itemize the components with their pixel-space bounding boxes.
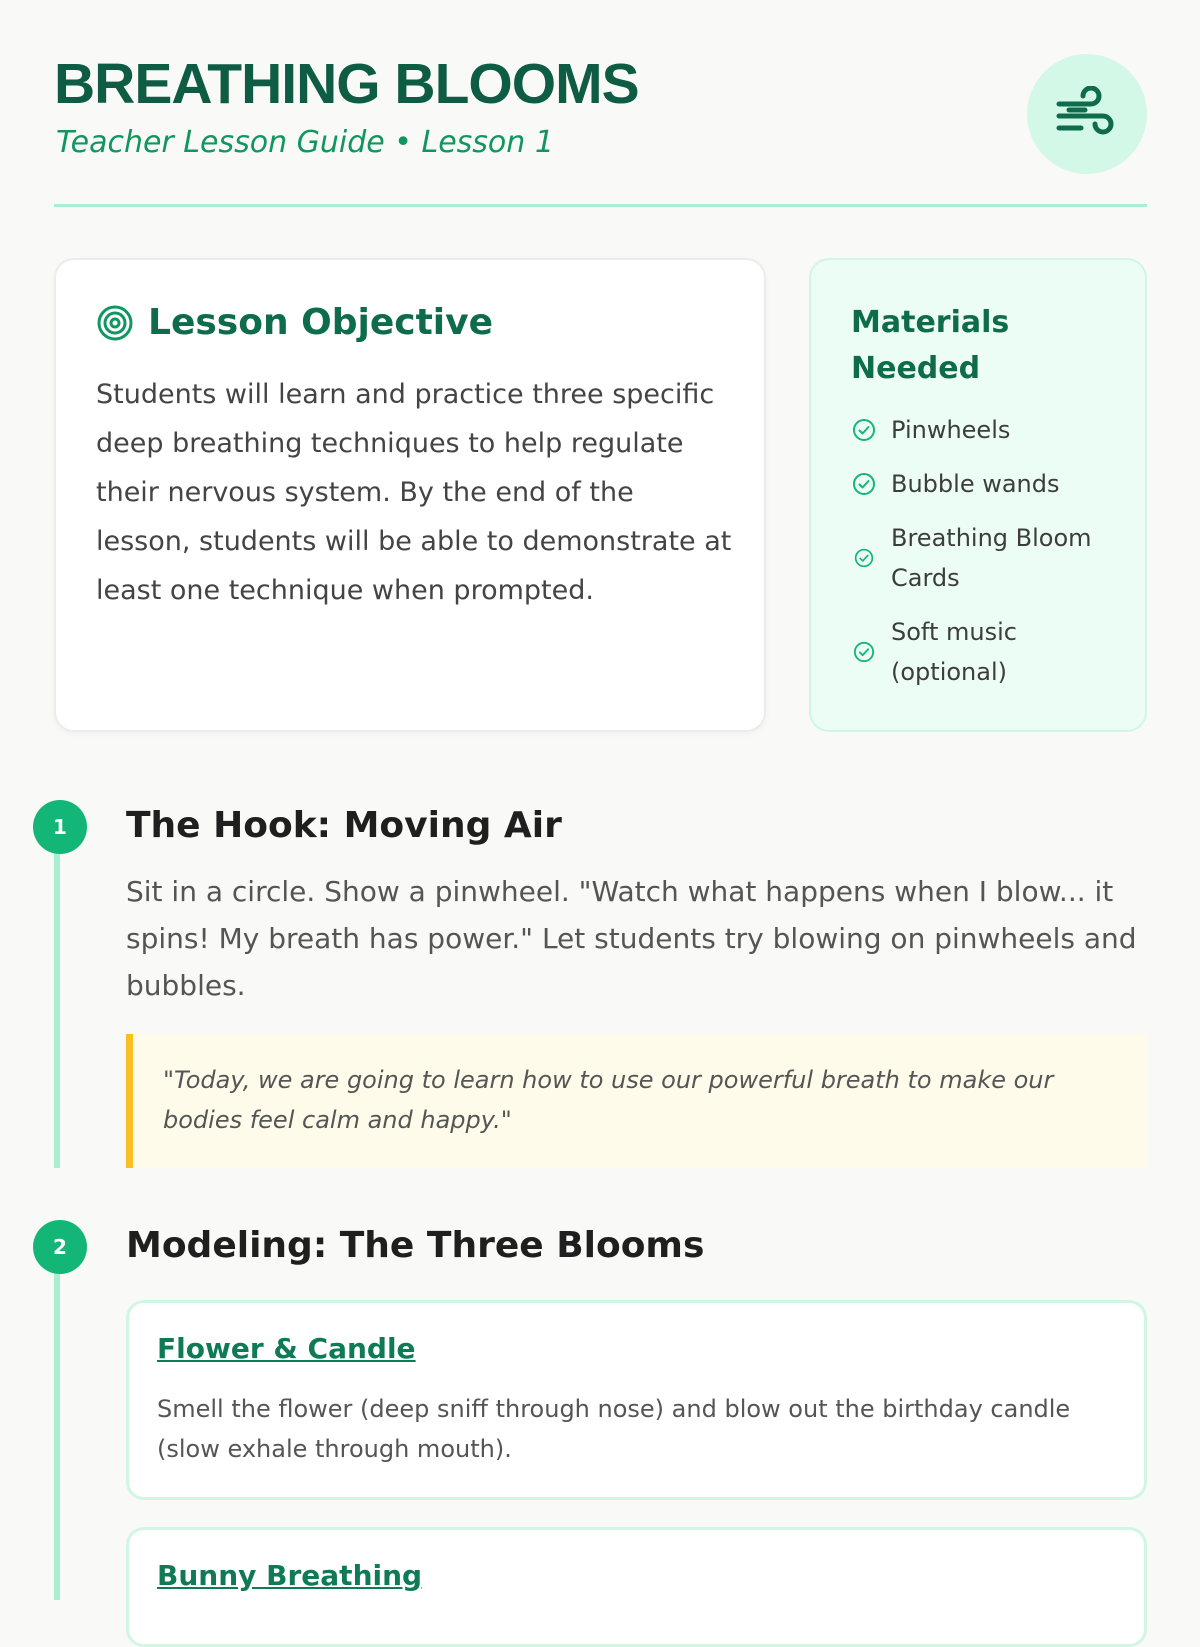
page-title: BREATHING BLOOMS <box>54 52 639 116</box>
material-label: Bubble wands <box>891 470 1060 498</box>
objective-title: Lesson Objective <box>148 302 494 343</box>
objective-header <box>96 304 493 342</box>
materials-list <box>851 410 1121 706</box>
step-text: Sit in a circle. Show a pinwheel. "Watch what happens when I blow... it spins! My breath has power." Let students try blowing on pinwheels and bubbles. <box>126 875 1137 1002</box>
step-number-badge: 1 <box>33 800 87 854</box>
bloom-title: Flower & Candle <box>157 1332 416 1365</box>
list-item <box>851 410 1121 450</box>
bloom-card <box>126 1527 1147 1647</box>
material-label: Pinwheels <box>891 416 1011 444</box>
step-number-badge: 2 <box>33 1220 87 1274</box>
header <box>54 0 1147 207</box>
bloom-card <box>126 1300 1147 1500</box>
bloom-description: Smell the flower (deep sniff through nose) and blow out the birthday candle (slow exhale through mouth). <box>157 1395 1071 1463</box>
list-item <box>851 518 1121 598</box>
check-circle-icon <box>851 545 877 571</box>
list-item <box>851 464 1121 504</box>
materials-card <box>809 258 1147 732</box>
timeline-line <box>54 840 60 1168</box>
check-circle-icon <box>851 471 877 497</box>
objective-card <box>54 258 766 732</box>
bloom-title: Bunny Breathing <box>157 1559 423 1592</box>
timeline-line <box>54 1250 60 1600</box>
logo-badge <box>1027 54 1147 174</box>
materials-title: Materials Needed <box>851 305 1010 386</box>
top-cards <box>54 258 1147 734</box>
check-circle-icon <box>851 639 877 665</box>
list-item <box>851 612 1121 692</box>
lesson-page <box>53 0 1147 1592</box>
objective-text: Students will learn and practice three specific deep breathing techniques to help regulate their nervous system. By the end of the lesson, students will be able to demonstrate at least one technique when prompted. <box>96 379 732 606</box>
teacher-quote: "Today, we are going to learn how to use our powerful breath to make our bodies feel calm and happy." <box>126 1034 1147 1168</box>
step-title: The Hook: Moving Air <box>126 805 562 846</box>
page-subtitle: Teacher Lesson Guide • Lesson 1 <box>56 125 554 160</box>
material-label: Breathing Bloom Cards <box>891 524 1092 592</box>
wind-icon <box>1055 86 1119 142</box>
step-title: Modeling: The Three Blooms <box>126 1225 705 1266</box>
target-icon <box>96 304 134 342</box>
material-label: Soft music (optional) <box>891 618 1017 686</box>
check-circle-icon <box>851 417 877 443</box>
